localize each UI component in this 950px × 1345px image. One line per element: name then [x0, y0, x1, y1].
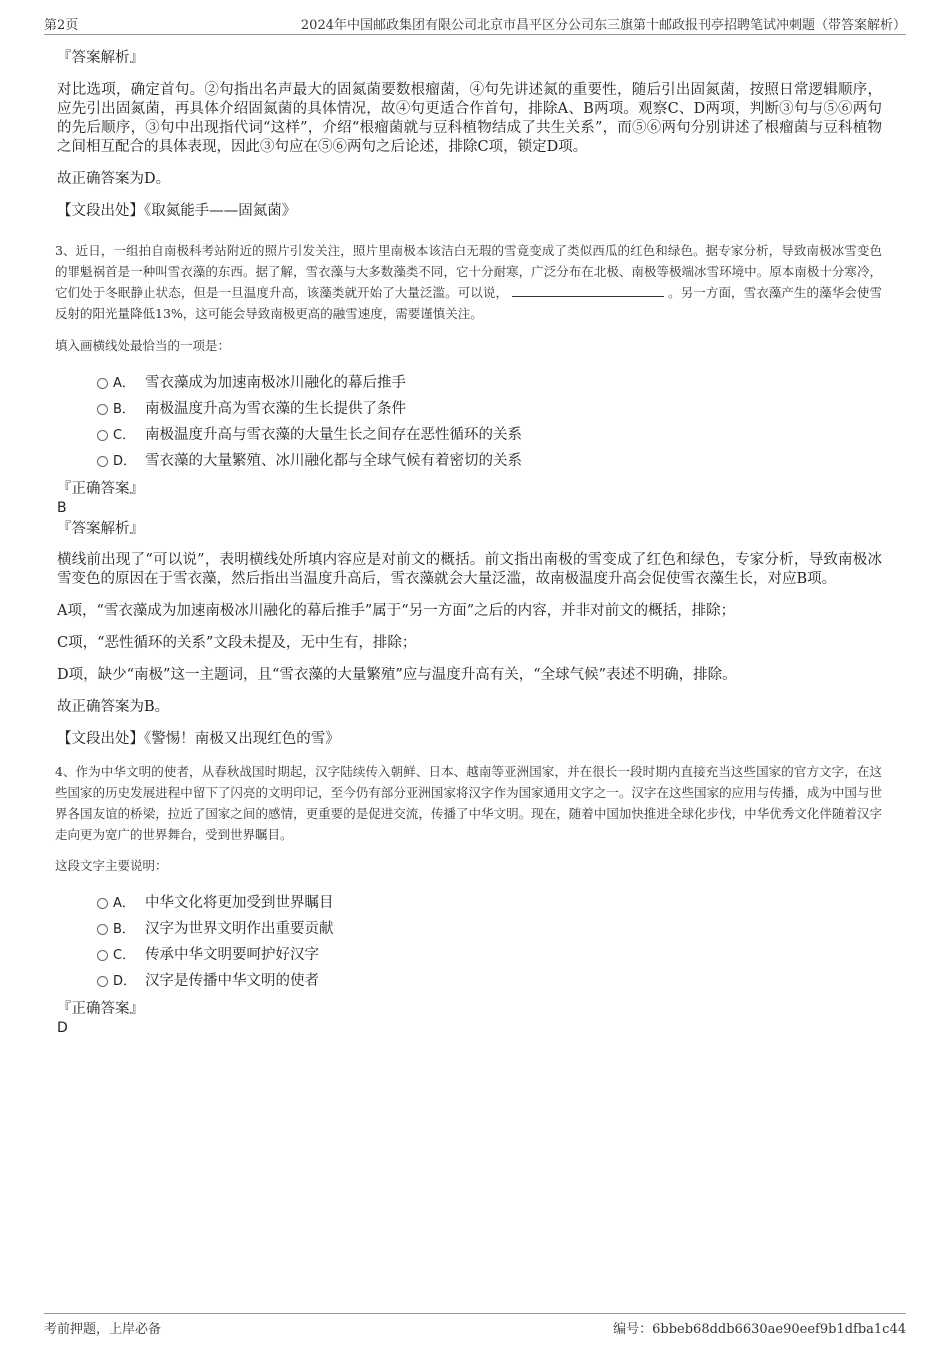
- question-3-text-after: 。另一方面，雪衣藻产生的藻华会使雪反射的阳光量降低13%，这可能会导致南极更高的融雪速度，需要谨慎关注。: [55, 285, 882, 321]
- question-4-prompt: 这段文字主要说明：: [55, 858, 168, 873]
- radio-button-d[interactable]: [97, 976, 108, 987]
- document-id: 编号：6bbeb68ddb6630ae90eef9b1dfba1c44: [613, 1322, 906, 1337]
- option-text: 中华文化将更加受到世界瞩目: [145, 895, 334, 911]
- analysis-text: 对比选项，确定首句。②句指出名声最大的固氮菌要数根瘤菌，④句先讲述氮的重要性，随后引出固氮菌，按照日常逻辑顺序，应先引出固氮菌，再具体介绍固氮菌的具体情况，故④句更适合作首句，排除A、B两项。观察C、D两项，判断③句与⑤⑥两句的先后顺序，③句中出现指代词“这样”，介绍“根瘤菌就与豆科植物结成了共生关系”，而⑤⑥两句分别讲述了根瘤菌与豆科植物之间相互配合的具体表现，因此③句应在⑤⑥两句之后论述，排除C项，锁定D项。: [57, 82, 882, 155]
- option-letter: B．: [113, 922, 135, 937]
- option-c[interactable]: [55, 422, 882, 448]
- analysis-paragraph: C项，“恶性循环的关系”文段未提及，无中生有，排除；: [57, 635, 417, 651]
- option-letter: A．: [113, 376, 135, 391]
- analysis-paragraph: 横线前出现了“可以说”，表明横线处所填内容应是对前文的概括。前文指出南极的雪变成了红色和绿色，专家分析，导致南极冰雪变色的原因在于雪衣藻，然后指出当温度升高后，雪衣藻就会大量泛滥，故南极温度升高会促使雪衣藻生长，对应B项。: [57, 552, 882, 587]
- radio-button-b[interactable]: [97, 924, 108, 935]
- analysis-label: 『答案解析』: [57, 521, 144, 537]
- question-3-prompt: 填入画横线处最恰当的一项是：: [55, 338, 231, 353]
- question-4-text: 4、作为中华文明的使者，从春秋战国时期起，汉字陆续传入朝鲜、日本、越南等亚洲国家，并在很长一段时期内直接充当这些国家的官方文字，在这些国家的历史发展进程中留下了闪亮的文明印记，至今仍有部分亚洲国家将汉字作为国家通用文字之一。汉字在这些国家的应用与传播，成为中国与世界各国友谊的桥梁，拉近了国家之间的感情，更重要的是促进交流，传播了中华文明。现在，随着中国加快推进全球化步伐，中华优秀文化伴随着汉字走向更为宽广的世界舞台，受到世界瞩目。: [55, 764, 882, 842]
- option-text: 雪衣藻成为加速南极冰川融化的幕后推手: [145, 375, 406, 391]
- document-title: 2024年中国邮政集团有限公司北京市昌平区分公司东三旗第十邮政报刊亭招聘笔试冲刺题（带答案解析）: [300, 18, 906, 33]
- radio-button-a[interactable]: [97, 898, 108, 909]
- question-3-options: [55, 370, 882, 474]
- option-a[interactable]: [55, 890, 882, 916]
- option-a[interactable]: [55, 370, 882, 396]
- option-text: 南极温度升高与雪衣藻的大量生长之间存在恶性循环的关系: [145, 427, 522, 443]
- option-text: 南极温度升高为雪衣藻的生长提供了条件: [145, 401, 406, 417]
- answer-blank: [512, 283, 664, 297]
- page-number: 第2页: [44, 18, 79, 33]
- radio-button-c[interactable]: [97, 430, 108, 441]
- page-footer: [44, 1313, 906, 1337]
- option-b[interactable]: [55, 396, 882, 422]
- main-content: [55, 44, 882, 1037]
- source-text: 【文段出处】《警惕！南极又出现红色的雪》: [57, 731, 340, 747]
- footer-slogan: 考前押题，上岸必备: [44, 1322, 162, 1337]
- option-text: 传承中华文明要呵护好汉字: [145, 947, 319, 963]
- question-3-text-before: 3、近日，一组拍自南极科考站附近的照片引发关注，照片里南极本该洁白无瑕的雪竟变成了类似西瓜的红色和绿色。据专家分析，导致南极冰雪变色的罪魁祸首是一种叫雪衣藻的东西。据了解，雪衣藻与大多数藻类不同，它十分耐寒，广泛分布在北极、南极等极端冰雪环境中。原本南极十分寒冷，它们处于冬眠静止状态，但是一旦温度升高，该藻类就开始了大量泛滥。可以说，: [55, 243, 882, 300]
- option-letter: C．: [113, 428, 136, 443]
- option-text: 汉字是传播中华文明的使者: [145, 973, 319, 989]
- option-b[interactable]: [55, 916, 882, 942]
- conclusion-text: 故正确答案为D。: [57, 171, 171, 187]
- option-d[interactable]: [55, 448, 882, 474]
- option-d[interactable]: [55, 968, 882, 994]
- analysis-paragraph: A项，“雪衣藻成为加速南极冰川融化的幕后推手”属于“另一方面”之后的内容，并非对前文的概括，排除；: [57, 603, 736, 619]
- radio-button-d[interactable]: [97, 456, 108, 467]
- analysis-label: 『答案解析』: [57, 50, 144, 66]
- source-text: 【文段出处】《取氮能手——固氮菌》: [57, 203, 297, 219]
- option-text: 汉字为世界文明作出重要贡献: [145, 921, 334, 937]
- radio-button-c[interactable]: [97, 950, 108, 961]
- analysis-paragraph: D项，缺少“南极”这一主题词，且“雪衣藻的大量繁殖”应与温度升高有关，“全球气候”表述不明确，排除。: [57, 667, 737, 683]
- correct-answer-label: 『正确答案』: [57, 1001, 144, 1017]
- question-4-options: [55, 890, 882, 994]
- radio-button-a[interactable]: [97, 378, 108, 389]
- correct-answer-label: 『正确答案』: [57, 481, 144, 497]
- correct-answer: D: [57, 1020, 68, 1036]
- option-letter: D．: [113, 454, 137, 469]
- option-letter: C．: [113, 948, 136, 963]
- option-letter: D．: [113, 974, 137, 989]
- option-text: 雪衣藻的大量繁殖、冰川融化都与全球气候有着密切的关系: [145, 453, 522, 469]
- page-header: [44, 14, 906, 35]
- radio-button-b[interactable]: [97, 404, 108, 415]
- analysis-paragraph: 故正确答案为B。: [57, 699, 170, 715]
- option-c[interactable]: [55, 942, 882, 968]
- question-3-text: [55, 240, 882, 324]
- option-letter: A．: [113, 896, 135, 911]
- option-letter: B．: [113, 402, 135, 417]
- correct-answer: B: [57, 500, 67, 516]
